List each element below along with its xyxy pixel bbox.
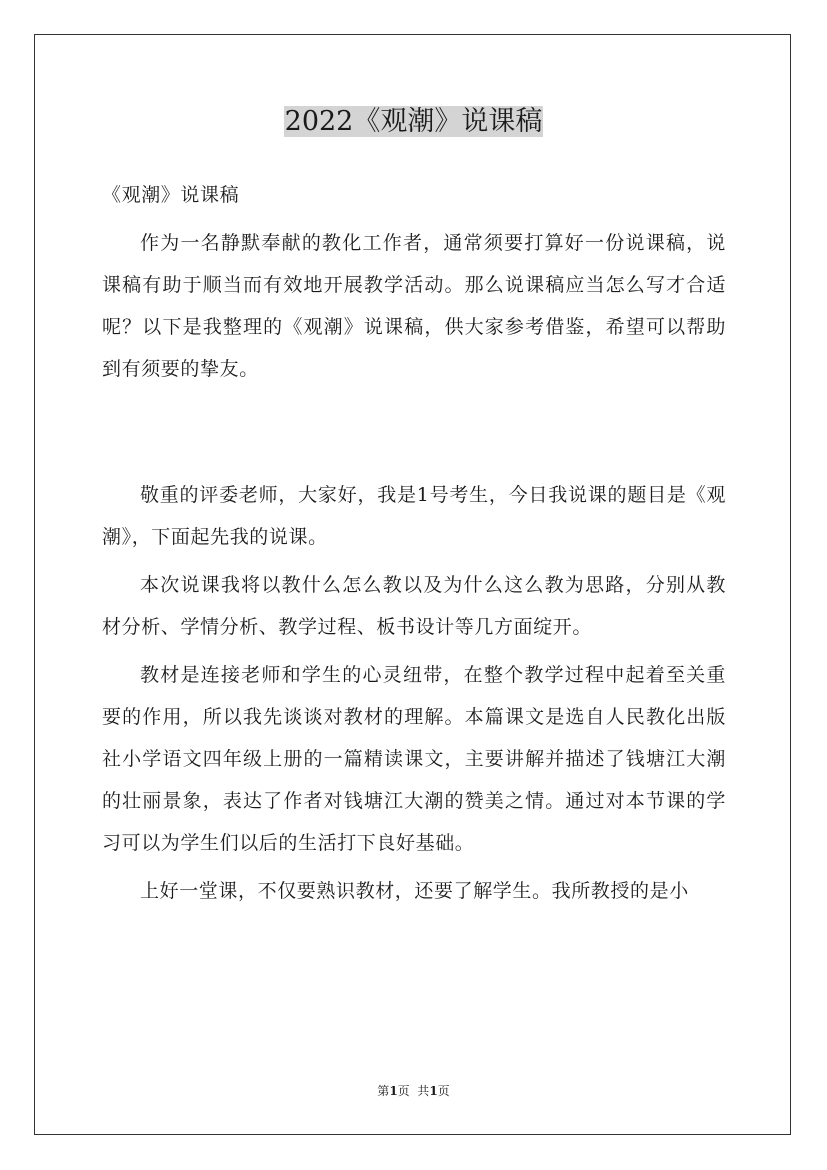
- paragraph-1: 敬重的评委老师，大家好，我是1号考生，今日我说课的题目是《观潮》，下面起先我的说课。: [102, 484, 726, 548]
- paragraph-gap: [102, 396, 726, 474]
- document-title: [0, 103, 827, 141]
- footer-suffix: 页: [437, 1084, 450, 1098]
- intro-paragraph: 作为一名静默奉献的教化工作者，通常须要打算好一份说课稿，说课稿有助于顺当而有效地开展教学活动。那么说课稿应当怎么写才合适呢？以下是我整理的《观潮》说课稿，供大家参考借鉴，希望可以帮助到有须要的挚友。: [102, 232, 726, 380]
- footer-page-total: 1: [429, 1084, 438, 1098]
- paragraph-3: 教材是连接老师和学生的心灵纽带，在整个教学过程中起着至关重要的作用，所以我先谈谈对教材的理解。本篇课文是选自人民教化出版社小学语文四年级上册的一篇精读课文，主要讲解并描述了钱塘江大潮的壮丽景象，表达了作者对钱塘江大潮的赞美之情。通过对本节课的学习可以为学生们以后的生活打下良好基础。: [102, 664, 726, 854]
- paragraph-4: 上好一堂课，不仅要熟识教材，还要了解学生。我所教授的是小: [140, 880, 689, 902]
- document-body: [102, 174, 726, 918]
- page-footer: [0, 1083, 827, 1099]
- paragraph-2: 本次说课我将以教什么怎么教以及为什么这么教为思路，分别从教材分析、学情分析、教学过程、板书设计等几方面绽开。: [102, 574, 726, 638]
- footer-page-current: 1: [389, 1084, 398, 1098]
- document-title-text: 2022《观潮》说课稿: [284, 106, 543, 137]
- document-subtitle: 《观潮》说课稿: [102, 184, 240, 206]
- footer-prefix: 第: [377, 1084, 390, 1098]
- footer-mid: 页 共: [397, 1084, 430, 1098]
